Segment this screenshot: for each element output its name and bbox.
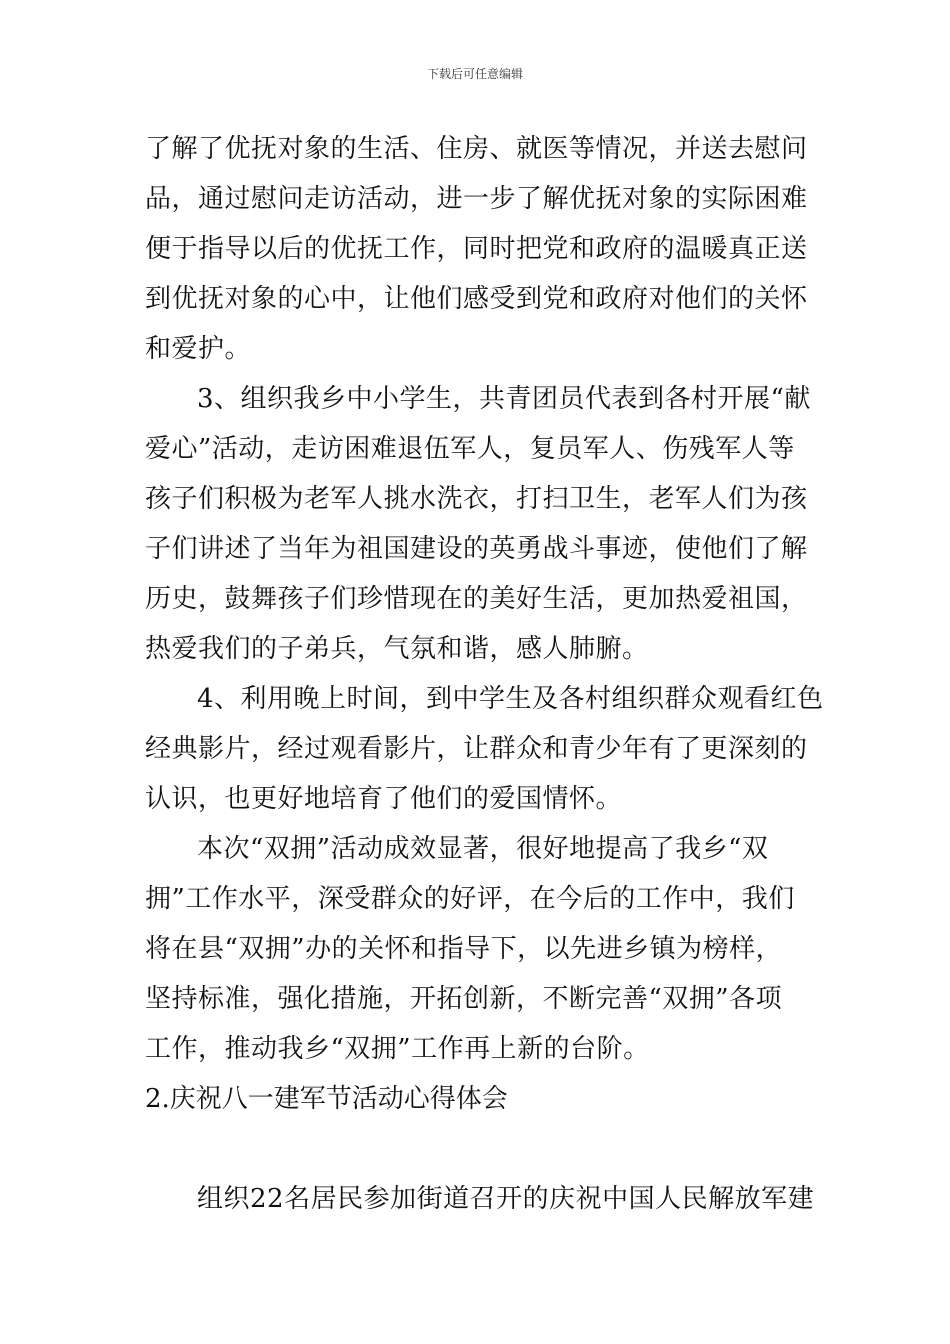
text-line: 本次“双拥”活动成效显著，很好地提高了我乡“双 — [197, 834, 769, 864]
text-line: 了解了优抚对象的生活、住房、就医等情况，并送去慰问 — [145, 134, 808, 164]
text-line: 坚持标准，强化措施，开拓创新，不断完善“双拥”各项 — [145, 984, 783, 1014]
text-line: 认识，也更好地培育了他们的爱国情怀。 — [145, 784, 623, 814]
text-line: 拥”工作水平，深受群众的好评，在今后的工作中，我们 — [145, 884, 795, 914]
text-line: 到优抚对象的心中，让他们感受到党和政府对他们的关怀 — [145, 284, 808, 314]
text-line: 3、组织我乡中小学生，共青团员代表到各村开展“献 — [197, 384, 811, 414]
section-heading: 2.庆祝八一建军节活动心得体会 — [145, 1084, 508, 1114]
text-line: 子们讲述了当年为祖国建设的英勇战斗事迹，使他们了解 — [145, 534, 808, 564]
page-header: 下载后可任意编辑 — [426, 67, 523, 81]
text-line: 品，通过慰问走访活动，进一步了解优抚对象的实际困难 — [145, 184, 808, 214]
text-line: 爱心”活动，走访困难退伍军人，复员军人、伤残军人等 — [145, 434, 795, 464]
text-line: 经典影片，经过观看影片，让群众和青少年有了更深刻的 — [145, 734, 808, 764]
text-line: 热爱我们的子弟兵，气氛和谐，感人肺腑。 — [145, 634, 649, 664]
text-line: 孩子们积极为老军人挑水洗衣，打扫卫生，老军人们为孩 — [145, 484, 808, 514]
text-line: 工作，推动我乡“双拥”工作再上新的台阶。 — [145, 1034, 650, 1064]
text-line: 历史，鼓舞孩子们珍惜现在的美好生活，更加热爱祖国， — [145, 584, 808, 614]
document-body — [145, 124, 824, 1224]
text-line: 便于指导以后的优抚工作，同时把党和政府的温暖真正送 — [145, 234, 808, 264]
text-line: 组织22名居民参加街道召开的庆祝中国人民解放军建 — [197, 1184, 815, 1214]
text-line: 4、利用晚上时间，到中学生及各村组织群众观看红色 — [197, 684, 824, 714]
text-line: 将在县“双拥”办的关怀和指导下，以先进乡镇为榜样， — [145, 934, 783, 964]
text-line: 和爱护。 — [145, 334, 252, 364]
blank-line — [145, 1124, 810, 1174]
